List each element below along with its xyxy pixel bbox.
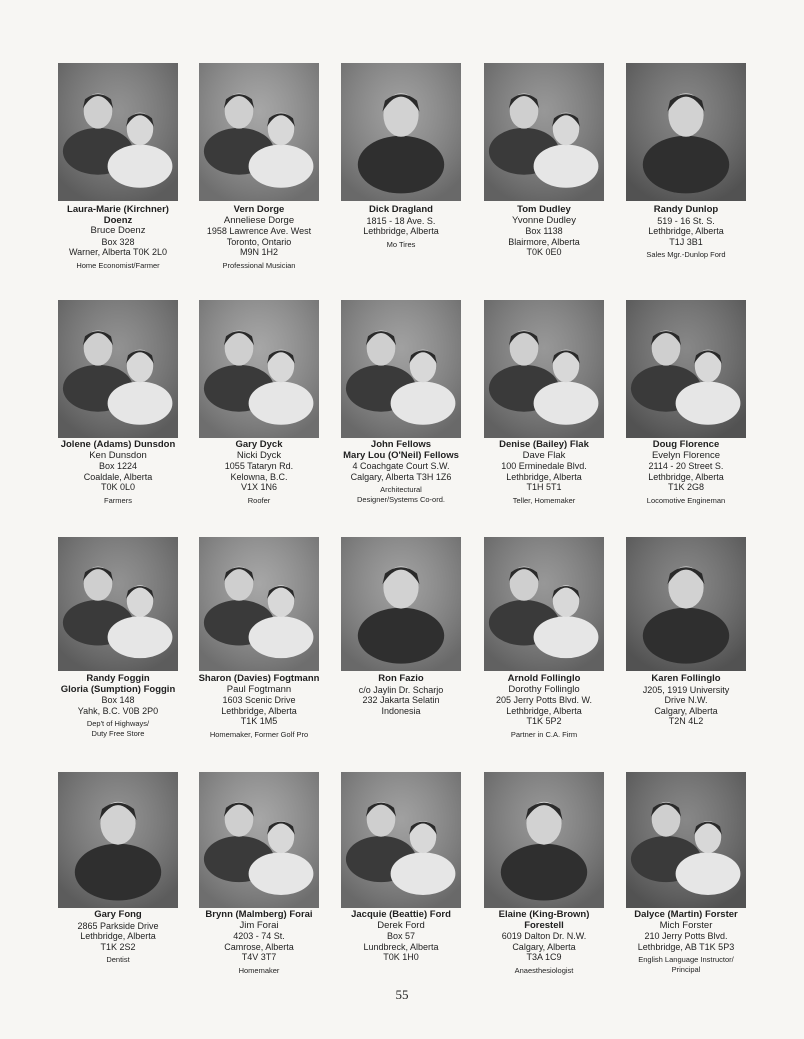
address-line: 2114 - 20 Street S. (648, 461, 724, 471)
address-line: Lethbridge, Alberta (648, 471, 724, 482)
person-name: Gloria (Sumption) Foggin (60, 683, 176, 695)
person-name: Doug Florence (652, 439, 720, 450)
person-name: Randy Dunlop (653, 204, 719, 215)
person-name: Mary Lou (O'Neil) Fellows (343, 449, 459, 461)
entry-caption (469, 205, 619, 258)
occupation (611, 496, 761, 506)
address-line: Lethbridge, Alberta (506, 705, 582, 716)
entry-caption (43, 205, 193, 271)
portrait-photo (626, 537, 746, 671)
entry-caption (611, 205, 761, 260)
address-line: T0K 0E0 (526, 247, 562, 257)
address-line: M9N 1H2 (239, 247, 278, 257)
occupation-line: Professional Musician (222, 260, 296, 270)
spouse-name: Mich Forster (659, 919, 713, 931)
address-line: Yahk, B.C. V0B 2P0 (77, 705, 159, 716)
occupation (611, 955, 761, 975)
occupation-line: Partner in C.A. Firm (510, 729, 578, 739)
address-line: Lethbridge, Alberta (648, 226, 724, 236)
address-line: T1K 5P2 (526, 716, 562, 726)
address-line: 519 - 16 St. S. (657, 215, 715, 226)
person-name: Denise (Bailey) Flak (499, 439, 589, 450)
spouse-name: Dorothy Follinglo (508, 683, 580, 695)
occupation-line: Dep't of Highways/ (86, 719, 150, 728)
address-line: 4203 - 74 St. (233, 931, 285, 941)
address-line: Lethbridge, Alberta (221, 705, 297, 716)
address-line: 1603 Scenic Drive (222, 695, 296, 705)
occupation-line: English Language Instructor/ (638, 955, 734, 964)
spouse-name: Derek Ford (377, 919, 425, 931)
address-line: Lundbreck, Alberta (363, 941, 439, 952)
occupation-line: Architectural (380, 485, 422, 494)
spouse-name: Jim Forai (239, 919, 279, 931)
entry-caption (326, 205, 476, 250)
address-line: T0K 1H0 (383, 952, 419, 962)
address-line: 1815 - 18 Ave. S. (366, 215, 436, 226)
address-line: Lethbridge, Alberta (506, 471, 582, 482)
address-line: 6019 Dalton Dr. N.W. (501, 931, 587, 941)
person-name: Tom Dudley (517, 204, 571, 215)
person-name: Brynn (Malmberg) Forai (205, 909, 313, 920)
person-name: Arnold Follinglo (507, 673, 581, 684)
address-line: 100 Erminedale Blvd. (501, 461, 587, 471)
spouse-name: Yvonne Dudley (512, 214, 576, 226)
portrait-photo (484, 63, 604, 201)
spouse-name: Evelyn Florence (651, 449, 721, 461)
person-name: Ron Fazio (378, 673, 424, 684)
address-line: Box 1224 (98, 461, 138, 471)
entry-caption (469, 674, 619, 740)
portrait-photo (341, 537, 461, 671)
address-line: c/o Jaylin Dr. Scharjo (358, 684, 444, 695)
address-line: Box 328 (101, 236, 135, 247)
address-line: V1X 1N6 (240, 482, 278, 492)
spouse-name: Dave Flak (522, 449, 566, 461)
occupation-line: Duty Free Store (91, 729, 145, 738)
address-line: Calgary, Alberta (654, 705, 718, 716)
address-line: T1H 5T1 (526, 482, 562, 492)
address-line: Box 1138 (525, 226, 563, 236)
spouse-name: Nicki Dyck (236, 449, 282, 461)
address-line: 232 Jakarta Selatin (362, 695, 440, 705)
entry-caption (43, 674, 193, 739)
address-line: Box 148 (101, 695, 135, 705)
entry-caption (611, 910, 761, 975)
occupation-line: Mo Tires (386, 239, 416, 249)
portrait-photo (484, 537, 604, 671)
address-line: T1K 2G8 (667, 482, 705, 492)
entry-caption (469, 910, 619, 976)
address-line: J205, 1919 University (642, 684, 730, 695)
portrait-photo (199, 537, 319, 671)
occupation (611, 250, 761, 260)
portrait-photo (58, 772, 178, 908)
occupation (326, 240, 476, 250)
address-line: Camrose, Alberta (224, 941, 294, 952)
address-line: 4 Coachgate Court S.W. (352, 461, 450, 471)
occupation (469, 496, 619, 506)
address-line: 1055 Tataryn Rd. (224, 461, 294, 471)
occupation (43, 261, 193, 271)
address-line: Warner, Alberta T0K 2L0 (68, 247, 168, 257)
portrait-photo (58, 537, 178, 671)
portrait-photo (58, 300, 178, 438)
portrait-photo (341, 300, 461, 438)
occupation-line: Homemaker (238, 965, 280, 975)
address-line: 205 Jerry Potts Blvd. W. (495, 695, 593, 705)
portrait-photo (199, 300, 319, 438)
occupation-line: Sales Mgr.-Dunlop Ford (646, 250, 726, 259)
person-name: Vern Dorge (233, 204, 285, 215)
address-line: T4V 3T7 (241, 952, 277, 962)
occupation-line: Locomotive Engineman (646, 495, 726, 505)
occupation (184, 496, 334, 506)
address-line: Toronto, Ontario (226, 236, 292, 247)
address-line: Calgary, Alberta T3H 1Z6 (350, 471, 452, 482)
address-line: Box 57 (386, 931, 416, 941)
address-line: Calgary, Alberta (512, 941, 576, 952)
occupation (469, 730, 619, 740)
person-name: Randy Foggin (86, 673, 150, 684)
portrait-photo (341, 63, 461, 201)
portrait-photo (199, 772, 319, 908)
entry-caption (184, 674, 334, 740)
portrait-photo (484, 772, 604, 908)
occupation (184, 261, 334, 271)
occupation-line: Homemaker, Former Golf Pro (209, 729, 309, 739)
person-name: Elaine (King-Brown) (498, 909, 590, 920)
person-name: John Fellows (370, 439, 432, 450)
address-line: Kelowna, B.C. (230, 471, 288, 482)
person-name: Forestell (524, 919, 564, 931)
entry-caption (326, 674, 476, 716)
entry-caption (469, 440, 619, 506)
person-name: Sharon (Davies) Fogtmann (198, 673, 320, 684)
address-line: Lethbridge, Alberta (363, 226, 439, 236)
address-line: T1J 3B1 (669, 236, 703, 247)
portrait-photo (626, 63, 746, 201)
person-name: Karen Follinglo (651, 673, 721, 684)
portrait-photo (626, 300, 746, 438)
occupation-line: Designer/Systems Co-ord. (357, 495, 445, 504)
entry-caption (184, 440, 334, 506)
occupation-line: Roofer (247, 495, 271, 505)
entry-caption (611, 674, 761, 727)
person-name: Dalyce (Martin) Forster (634, 909, 738, 920)
person-name: Jolene (Adams) Dunsdon (60, 439, 176, 450)
occupation (469, 966, 619, 976)
occupation (43, 719, 193, 739)
address-line: T2N 4L2 (668, 716, 704, 726)
address-line: Coaldale, Alberta (83, 471, 153, 482)
portrait-photo (199, 63, 319, 201)
address-line: T1K 2S2 (100, 941, 136, 952)
occupation-line: Home Economist/Farmer (76, 260, 160, 270)
address-line: T0K 0L0 (100, 482, 136, 492)
entry-caption (326, 440, 476, 505)
address-line: Indonesia (381, 705, 421, 716)
portrait-photo (341, 772, 461, 908)
person-name: Gary Dyck (235, 439, 283, 450)
occupation (184, 966, 334, 976)
occupation (43, 955, 193, 965)
spouse-name: Paul Fogtmann (226, 683, 292, 695)
spouse-name: Ken Dunsdon (89, 449, 147, 461)
occupation-line: Dentist (106, 955, 130, 964)
spouse-name: Anneliese Dorge (223, 214, 295, 226)
occupation-line: Farmers (104, 495, 132, 505)
address-line: T1K 1M5 (240, 716, 278, 726)
entry-caption (184, 205, 334, 271)
occupation-line: Anaesthesiologist (514, 965, 574, 975)
entry-caption (326, 910, 476, 963)
entry-caption (43, 910, 193, 965)
occupation-line: Teller, Homemaker (512, 495, 576, 505)
occupation (184, 730, 334, 740)
entry-caption (611, 440, 761, 506)
entry-caption (43, 440, 193, 506)
portrait-photo (58, 63, 178, 201)
address-line: T3A 1C9 (526, 952, 562, 962)
portrait-photo (484, 300, 604, 438)
address-line: Drive N.W. (664, 695, 708, 705)
person-name: Jacquie (Beattie) Ford (351, 909, 451, 920)
entry-caption (184, 910, 334, 976)
address-line: 1958 Lawrence Ave. West (206, 226, 312, 236)
page-number: 55 (395, 987, 409, 1002)
address-line: 2865 Parkside Drive (77, 920, 159, 931)
address-line: Blairmore, Alberta (508, 236, 580, 247)
address-line: Lethbridge, AB T1K 5P3 (637, 941, 735, 952)
person-name: Gary Fong (94, 909, 142, 920)
address-line: Lethbridge, Alberta (80, 931, 156, 941)
spouse-name: Bruce Doenz (90, 225, 146, 236)
person-name: Laura-Marie (Kirchner) (67, 204, 169, 215)
person-name: Doenz (103, 214, 133, 226)
occupation (43, 496, 193, 506)
portrait-photo (626, 772, 746, 908)
occupation-line: Principal (671, 965, 701, 974)
person-name: Dick Dragland (369, 204, 433, 215)
occupation (326, 485, 476, 505)
address-line: 210 Jerry Potts Blvd. (644, 931, 728, 941)
